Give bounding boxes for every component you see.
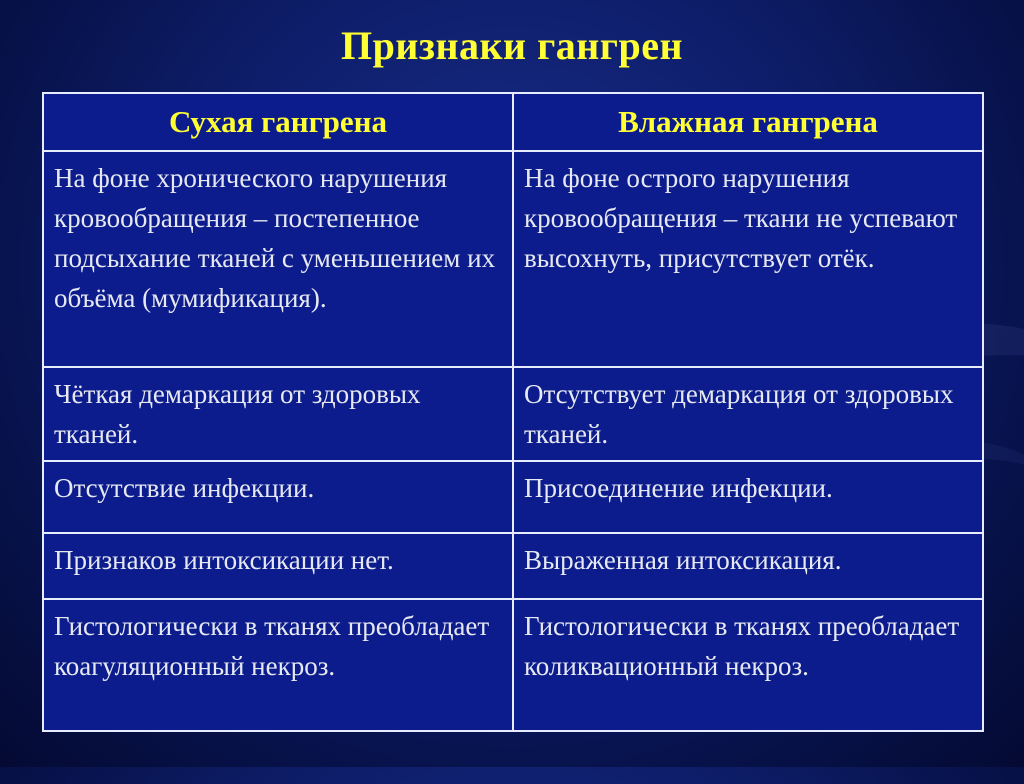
cell-wet-demarcation: Отсутствует демаркация от здоровых тканей. xyxy=(513,367,983,461)
header-dry-gangrene: Сухая гангрена xyxy=(43,93,513,151)
table-row xyxy=(43,151,983,367)
table-row xyxy=(43,533,983,599)
cell-dry-circulation: На фоне хронического нарушения кровообращения – постепенное подсыхание тканей с уменьшением их объёма (мумификация). xyxy=(43,151,513,367)
cell-wet-intoxication: Выраженная интоксикация. xyxy=(513,533,983,599)
table-row xyxy=(43,599,983,731)
cell-wet-histology: Гистологически в тканях преобладает коликвационный некроз. xyxy=(513,599,983,731)
cell-dry-infection: Отсутствие инфекции. xyxy=(43,461,513,533)
comparison-table xyxy=(42,92,984,732)
cell-wet-infection: Присоединение инфекции. xyxy=(513,461,983,533)
cell-dry-intoxication: Признаков интоксикации нет. xyxy=(43,533,513,599)
table-header-row xyxy=(43,93,983,151)
cell-dry-demarcation: Чёткая демаркация от здоровых тканей. xyxy=(43,367,513,461)
cell-wet-circulation: На фоне острого нарушения кровообращения – ткани не успевают высохнуть, присутствует отёк. xyxy=(513,151,983,367)
slide-title: Признаки гангрен xyxy=(340,23,684,68)
cell-dry-histology: Гистологически в тканях преобладает коагуляционный некроз. xyxy=(43,599,513,731)
header-wet-gangrene: Влажная гангрена xyxy=(513,93,983,151)
table-row xyxy=(43,367,983,461)
table-row xyxy=(43,461,983,533)
